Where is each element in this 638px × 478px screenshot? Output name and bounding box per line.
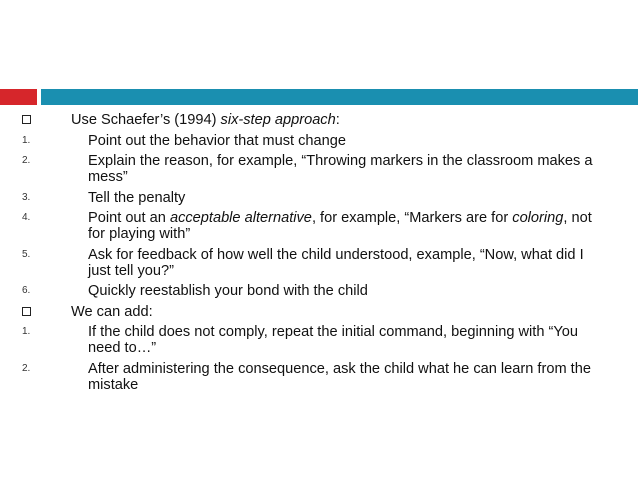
item-number: 5. — [22, 248, 31, 260]
numbered-item — [22, 210, 602, 242]
item-number: 2. — [22, 362, 31, 374]
item-text: Use Schaefer’s (1994) — [71, 112, 221, 128]
numbered-item — [22, 247, 602, 279]
item-text: Quickly reestablish your bond with the child — [88, 283, 368, 299]
item-text: , not for playing with” — [88, 210, 592, 242]
numbered-item — [22, 324, 602, 356]
item-number: 3. — [22, 191, 31, 203]
item-number: 1. — [22, 134, 31, 146]
item-text: We can add: — [71, 303, 153, 320]
numbered-item — [22, 361, 602, 393]
item-number: 4. — [22, 212, 31, 223]
item-number: 6. — [22, 285, 31, 296]
accent-bar-red — [0, 89, 37, 105]
slide-content — [22, 112, 602, 397]
item-text: acceptable alternative — [169, 210, 312, 226]
numbered-item — [22, 133, 602, 149]
bullet-item — [22, 112, 602, 128]
item-number: 2. — [22, 155, 31, 166]
square-bullet-icon — [22, 115, 31, 124]
item-text: After administering the consequence, ask the child what he can learn from the mistake — [88, 360, 591, 393]
item-text: Explain the reason, for example, “Throwing markers in the classroom makes a mess” — [88, 153, 593, 185]
item-text: Point out the behavior that must change — [88, 132, 346, 149]
item-text: , for example, “Markers are for — [311, 210, 513, 226]
item-number: 1. — [22, 326, 31, 337]
item-text: Point out an — [88, 210, 170, 226]
item-text: : — [335, 112, 340, 128]
item-text: Tell the penalty — [88, 189, 186, 206]
bullet-item — [22, 304, 602, 320]
item-text: six-step approach — [220, 112, 336, 128]
item-text: Ask for feedback of how well the child understood, example, “Now, what did I just tell you?” — [88, 246, 584, 279]
item-text: coloring — [512, 210, 564, 226]
numbered-item — [22, 283, 602, 299]
square-bullet-icon — [22, 307, 31, 316]
numbered-item — [22, 190, 602, 206]
accent-bar-teal — [41, 89, 638, 105]
item-text: If the child does not comply, repeat the initial command, beginning with “You need to…” — [88, 324, 578, 356]
numbered-item — [22, 153, 602, 185]
